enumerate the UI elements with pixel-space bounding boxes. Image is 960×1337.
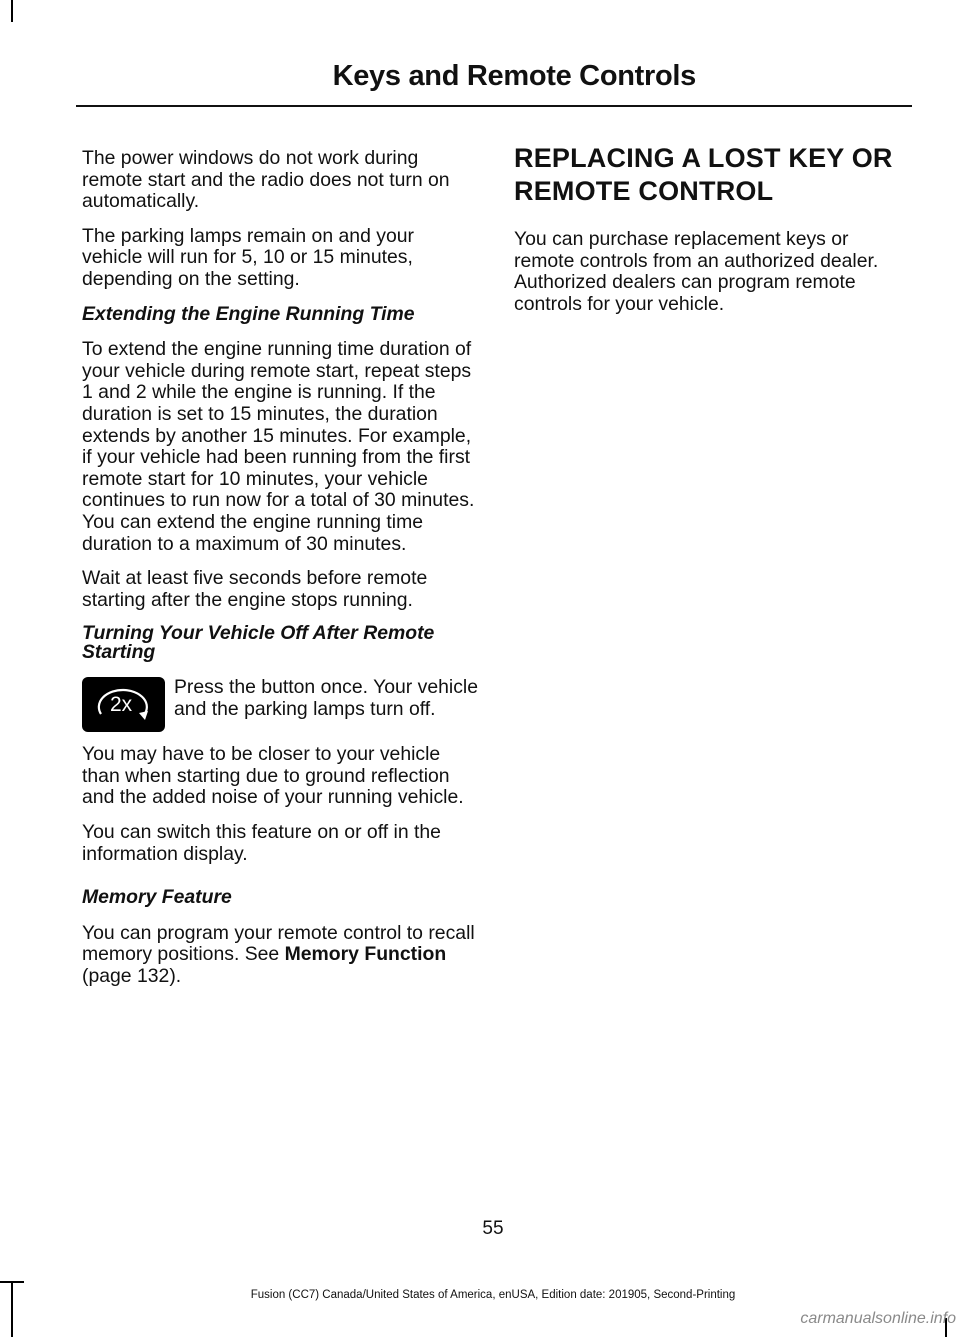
press-twice-icon <box>82 677 165 732</box>
crop-mark-top-left <box>11 0 13 22</box>
paragraph-switch-feature: You can switch this feature on or off in the information display. <box>82 821 441 865</box>
section-title-line-2: REMOTE CONTROL <box>514 176 774 206</box>
memory-text: You can program your remote control to recall memory positions. See <box>82 921 475 966</box>
page-header-title: Keys and Remote Controls <box>332 60 696 92</box>
memory-page-ref: (page 132). <box>82 965 182 988</box>
subheading-turning-off: Turning Your Vehicle Off After Remote Starting <box>82 622 435 664</box>
paragraph-power-windows: The power windows do not work during remote start and the radio does not turn on automatically. <box>82 147 450 213</box>
press-twice-label: 2x <box>110 693 133 717</box>
section-title-replacing-key <box>514 142 910 208</box>
watermark: carmanualsonline.info <box>800 1310 956 1327</box>
paragraph-replacement: You can purchase replacement keys or remote controls from an authorized dealer. Authorized dealers can program remote controls for your vehicle. <box>514 228 879 315</box>
paragraph-closer: You may have to be closer to your vehicle than when starting due to ground reflection and the added noise of your running vehicle. <box>82 743 464 809</box>
paragraph-memory <box>82 923 478 988</box>
subheading-extending-time: Extending the Engine Running Time <box>82 302 415 325</box>
right-column <box>514 143 910 328</box>
footer-edition: Fusion (CC7) Canada/United States of America, enUSA, Edition date: 201905, Second-Printing <box>250 1289 736 1301</box>
press-button-instruction <box>82 677 478 732</box>
paragraph-wait: Wait at least five seconds before remote starting after the engine stops running. <box>82 567 428 611</box>
paragraph-press-once: Press the button once. Your vehicle and the parking lamps turn off. <box>174 676 478 720</box>
paragraph-extend-duration: To extend the engine running time duration of your vehicle during remote start, repeat steps 1 and 2 while the engine is running. If the duration is set to 15 minutes, the duration extends by another 15 minutes. For example, if your vehicle had been running from the first remote start for 10 minutes, your vehicle continues to run now for a total of 30 minutes. You can extend the engine running time duration to a maximum of 30 minutes. <box>82 338 475 555</box>
section-title-line-1: REPLACING A LOST KEY OR <box>514 143 893 173</box>
press-twice-icon-graphic <box>82 677 165 732</box>
subheading-memory: Memory Feature <box>82 886 232 909</box>
left-column <box>82 148 478 1001</box>
memory-function-link[interactable]: Memory Function <box>284 943 447 966</box>
crop-mark-bottom-left-h <box>0 1281 24 1283</box>
page-number: 55 <box>482 1218 504 1239</box>
paragraph-parking-lamps: The parking lamps remain on and your vehicle will run for 5, 10 or 15 minutes, depending on the setting. <box>82 224 414 290</box>
header-divider <box>76 105 912 107</box>
